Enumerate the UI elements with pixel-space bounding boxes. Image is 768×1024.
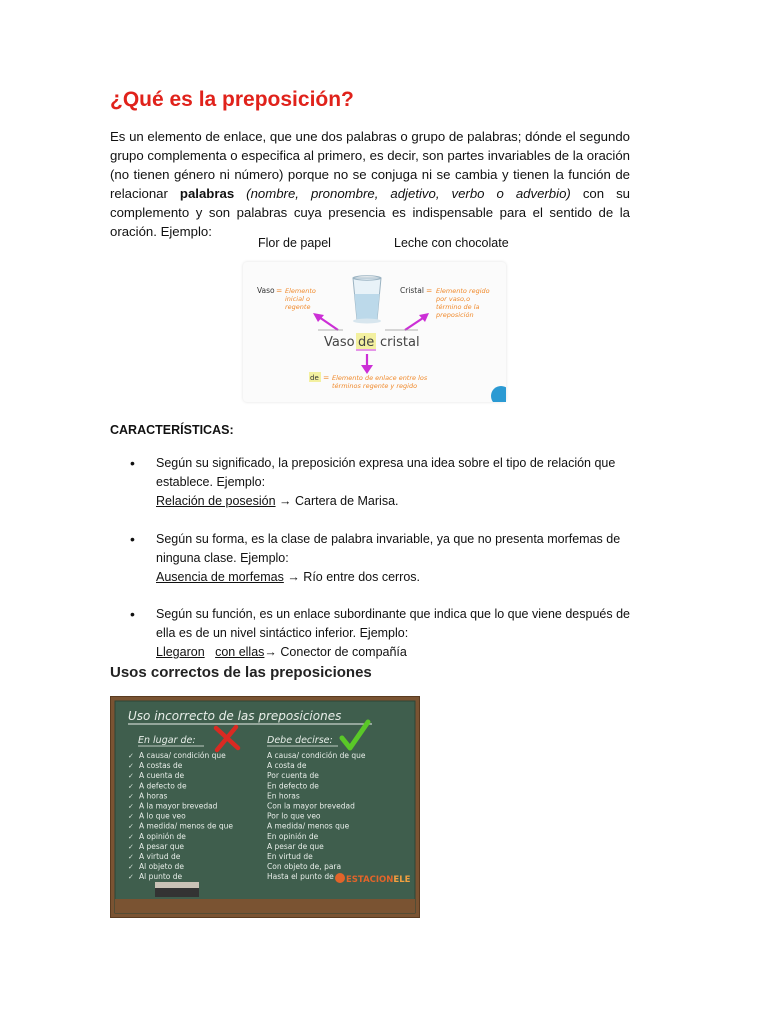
row-check-icon: ✓ bbox=[128, 752, 134, 760]
de-desc-2: términos regente y regido bbox=[332, 382, 418, 390]
phrase-de: de bbox=[358, 335, 375, 350]
intro-text-2: con su complemento y son palabras cuya presencia es indispensable para el sentido de la oración. Ejemplo: bbox=[110, 186, 631, 239]
col-wrong-header: En lugar de: bbox=[138, 735, 196, 746]
col-right-header: Debe decirse: bbox=[267, 735, 333, 746]
board-wrong-item: Al objeto de bbox=[139, 862, 184, 872]
board-wrong-item: A lo que veo bbox=[139, 811, 186, 821]
cristal-desc-4: preposición bbox=[436, 311, 474, 319]
example-underlined-2: con ellas bbox=[215, 645, 265, 659]
phrase-cristal: cristal bbox=[380, 335, 420, 350]
row-check-icon: ✓ bbox=[128, 822, 134, 831]
eraser-felt bbox=[155, 882, 199, 888]
chalkboard-svg bbox=[110, 696, 420, 918]
row-check-icon: ✓ bbox=[128, 802, 134, 811]
characteristics-title: CARACTERÍSTICAS: bbox=[110, 423, 234, 437]
board-right-item: A costa de bbox=[267, 761, 307, 771]
bullet-line-2: establece. Ejemplo: bbox=[156, 475, 266, 489]
arrow-icon: → bbox=[287, 570, 300, 584]
example-rest: Conector de compañía bbox=[276, 645, 407, 659]
vaso-label: Vaso bbox=[257, 286, 275, 295]
board-wrong-item: A costas de bbox=[139, 761, 183, 771]
de-desc-1: Elemento de enlace entre los bbox=[332, 374, 428, 382]
board-wrong-item: A la mayor brevedad bbox=[139, 801, 218, 811]
eraser-icon bbox=[155, 887, 199, 897]
chalk-tray bbox=[115, 899, 415, 913]
row-check-icon: ✓ bbox=[128, 873, 134, 882]
board-wrong-item: A cuenta de bbox=[139, 771, 185, 781]
example-underlined: Ausencia de morfemas bbox=[156, 570, 284, 584]
usos-title: Usos correctos de las preposiciones bbox=[110, 664, 372, 681]
corner-badge bbox=[491, 386, 506, 402]
example-1: Flor de papel bbox=[258, 236, 331, 250]
bullet-line-1: Según su significado, la preposición expresa una idea sobre el tipo de relación que bbox=[156, 456, 616, 470]
board-wrong-item: A causa/ condición que bbox=[139, 751, 226, 760]
row-check-icon: ✓ bbox=[128, 792, 134, 801]
example-rest: Río entre dos cerros. bbox=[299, 570, 421, 584]
example-2: Leche con chocolate bbox=[394, 236, 509, 250]
board-right-item: Con la mayor brevedad bbox=[267, 801, 355, 811]
bullet-line-2: ninguna clase. Ejemplo: bbox=[156, 551, 289, 565]
board-right-item: Por cuenta de bbox=[267, 771, 319, 781]
bullet-example bbox=[156, 568, 646, 587]
chalkboard-image bbox=[110, 696, 420, 918]
board-right-item: Por lo que veo bbox=[267, 811, 321, 821]
bullet-dot: • bbox=[130, 531, 135, 547]
row-check-icon: ✓ bbox=[128, 863, 134, 872]
brand-logo-icon bbox=[335, 873, 345, 883]
board-wrong-item: A virtud de bbox=[139, 852, 181, 861]
bullet-line-2: ella es de un nivel sintáctico inferior. Ejemplo: bbox=[156, 626, 409, 640]
board-wrong-item: A medida/ menos de que bbox=[139, 821, 233, 831]
board-right-item: A pesar de que bbox=[267, 841, 324, 851]
intro-paragraph bbox=[110, 127, 630, 241]
phrase-vaso: Vaso bbox=[324, 335, 355, 350]
board-right-item: Hasta el punto de bbox=[267, 872, 334, 882]
example-underlined: Llegaron bbox=[156, 645, 205, 659]
board-right-item: En opinión de bbox=[267, 831, 319, 841]
cristal-desc-2: por vaso,o bbox=[436, 295, 471, 303]
example-rest: Cartera de Marisa. bbox=[291, 494, 399, 508]
board-title: Uso incorrecto de las preposiciones bbox=[128, 709, 342, 723]
arrow-icon: → bbox=[279, 494, 292, 508]
row-check-icon: ✓ bbox=[128, 853, 134, 861]
bullet-dot: • bbox=[130, 606, 135, 622]
row-check-icon: ✓ bbox=[128, 762, 134, 771]
board-right-item: En defecto de bbox=[267, 781, 319, 791]
board-wrong-item: Al punto de bbox=[139, 872, 183, 882]
bullet-line-1: Según su función, es un enlace subordinante que indica que lo que viene después de bbox=[156, 607, 630, 621]
vaso-desc-1: Elemento bbox=[285, 287, 316, 295]
brand-name: ESTACIONELE bbox=[346, 875, 411, 885]
de-label: de bbox=[310, 374, 319, 382]
vaso-desc-3: regente bbox=[285, 303, 311, 311]
board-right-item: A medida/ menos que bbox=[267, 821, 350, 831]
cristal-label: Cristal bbox=[400, 286, 424, 295]
preposition-diagram bbox=[243, 262, 506, 402]
cristal-equals: = bbox=[426, 286, 433, 295]
bullet-example bbox=[156, 643, 646, 662]
board-right-item: Con objeto de, para bbox=[267, 862, 342, 872]
row-check-icon: ✓ bbox=[128, 772, 134, 781]
row-check-icon: ✓ bbox=[128, 832, 134, 841]
bullet-line-1: Según su forma, es la clase de palabra invariable, ya que no presenta morfemas de bbox=[156, 532, 621, 546]
cristal-desc-3: término de la bbox=[436, 303, 480, 311]
glass-icon bbox=[353, 276, 381, 324]
intro-text-1: Es un elemento de enlace, que une dos palabras o grupo de palabras; dónde el segundo grupo complementa o especifica al primero, es decir, son partes invariables de la oración (no tienen género ni número) porque no se conjuga ni se cambia y tienen la función de relacionar bbox=[110, 129, 630, 201]
example-underlined: Relación de posesión bbox=[156, 494, 276, 508]
intro-italic: (nombre, pronombre, adjetivo, verbo o adverbio) bbox=[234, 186, 571, 201]
cristal-desc-1: Elemento regido bbox=[436, 287, 490, 295]
vaso-desc-2: inicial o bbox=[285, 295, 310, 303]
bullet-dot: • bbox=[130, 455, 135, 471]
diagram-svg bbox=[243, 262, 506, 402]
de-equals: = bbox=[323, 373, 330, 382]
row-check-icon: ✓ bbox=[128, 842, 134, 851]
board-wrong-item: A defecto de bbox=[139, 781, 187, 791]
board-wrong-item: A opinión de bbox=[139, 831, 186, 841]
page-title: ¿Qué es la preposición? bbox=[110, 88, 354, 111]
board-right-item: En horas bbox=[267, 791, 300, 801]
board-right-item: En virtud de bbox=[267, 852, 313, 861]
vaso-equals: = bbox=[276, 286, 283, 295]
arrow-icon: → bbox=[264, 645, 277, 659]
row-check-icon: ✓ bbox=[128, 812, 134, 821]
intro-bold: palabras bbox=[179, 186, 235, 201]
board-right-item: A causa/ condición de que bbox=[267, 751, 366, 760]
row-check-icon: ✓ bbox=[128, 782, 134, 791]
board-wrong-item: A horas bbox=[139, 791, 168, 801]
bullet-example bbox=[156, 492, 646, 511]
board-wrong-item: A pesar que bbox=[139, 841, 184, 851]
